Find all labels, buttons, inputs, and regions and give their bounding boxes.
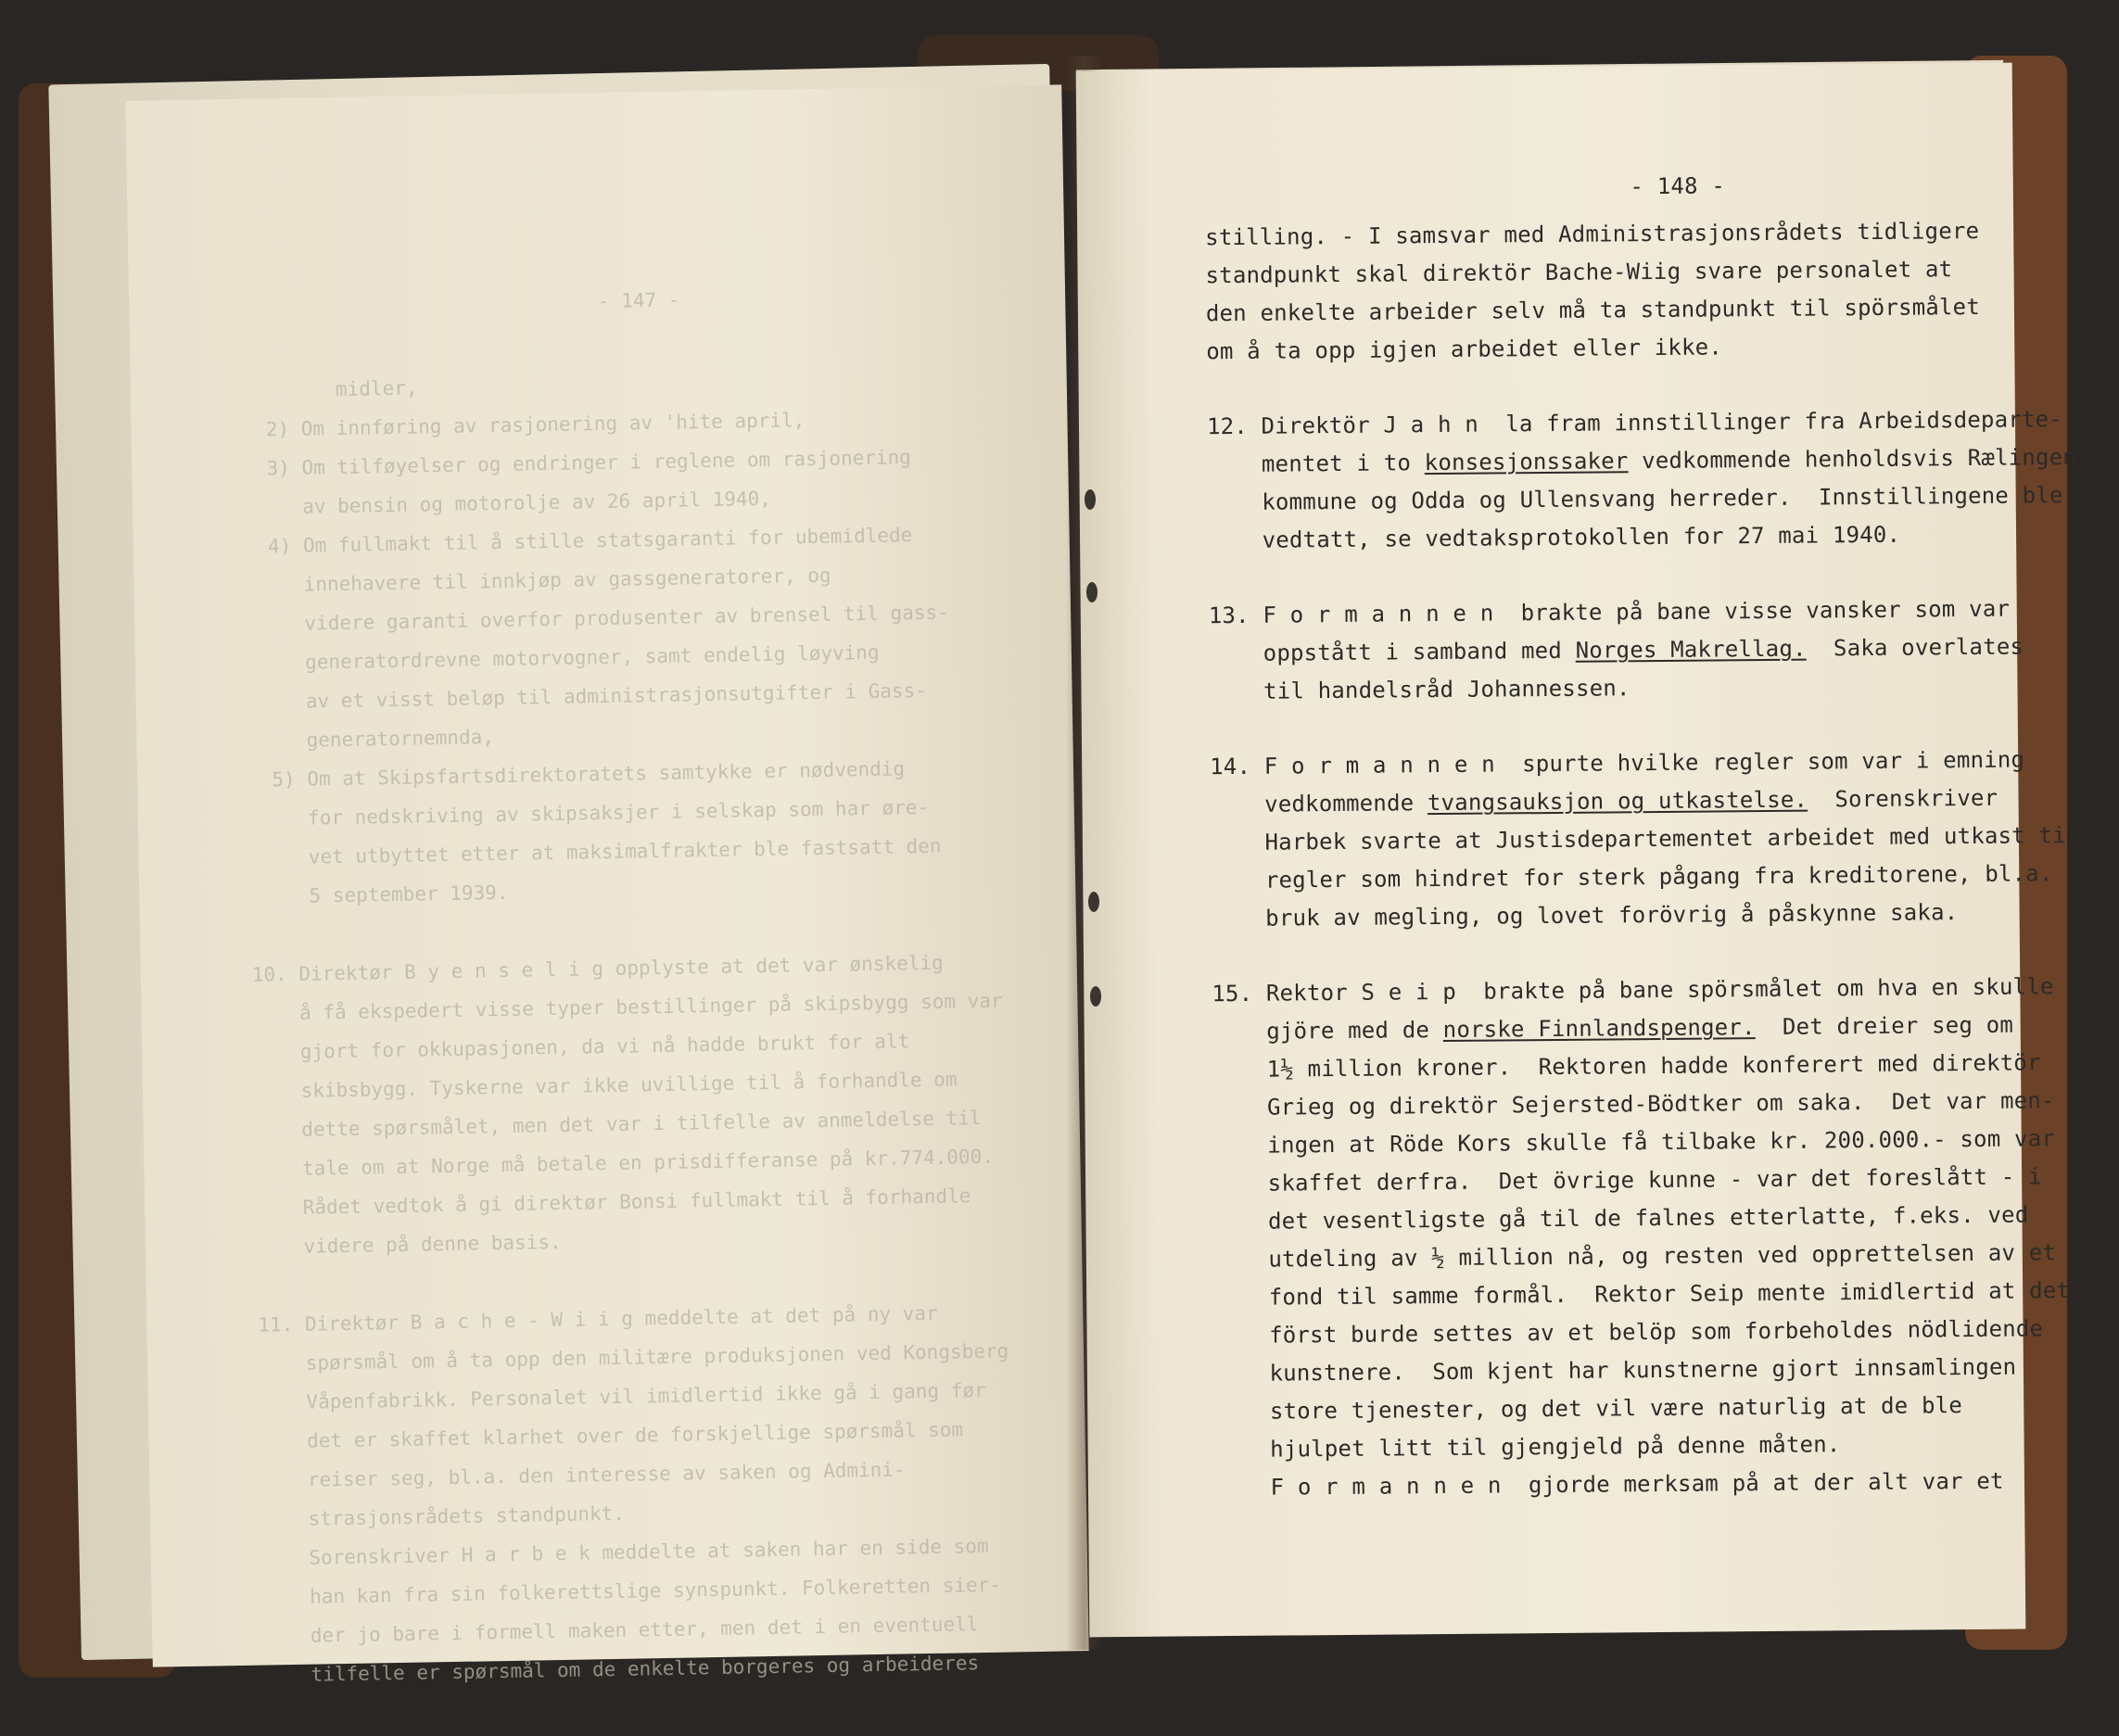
left-line: det er skaffet klarhet over de forskjellige spørsmål som [260, 1418, 963, 1452]
left-line: videre garanti overfor produsenter av brensel til gass- [246, 602, 949, 636]
left-line: gjort for okkupasjonen, da vi nå hadde brukt for alt [253, 1030, 909, 1063]
item-12-line: vedkommende henholdsvis Rælingen [1628, 444, 2076, 474]
left-page [125, 84, 1088, 1666]
right-page-number: - 148 - [1335, 165, 2021, 209]
left-line: tale om at Norge må betale en prisdifferanse på kr.774.000. [255, 1146, 994, 1181]
item-12-line: mentet i to [1207, 450, 1425, 477]
item-15-line: store tjenester, og det vil være naturlig at de ble [1215, 1392, 1962, 1425]
item-15-line: först burde settes av et belöp som forbeholdes nödlidende [1214, 1315, 2043, 1349]
item-14-line: Harbek svarte at Justisdepartementet arbeidet med utkast til [1211, 822, 2080, 855]
left-line: Sorenskriver H a r b e k meddelte at saken har en side som [262, 1535, 989, 1570]
item-15-line: F o r m a n n e n gjorde merksam på at der alt var et [1216, 1468, 2004, 1501]
item-12-line: kommune og Odda og Ullensvang herreder. Innstillingene ble [1208, 482, 2063, 515]
paragraph-line: standpunkt skal direktör Bache-Wiig svare personalet at [1205, 256, 1952, 288]
left-line: spørsmål om å ta opp den militære produksjonen ved Kongsberg [259, 1340, 1009, 1375]
item-15-line: hjulpet litt til gjengjeld på denne måten. [1216, 1431, 1841, 1463]
left-page-number: - 147 - [240, 274, 1038, 327]
left-line: videre på denne basis. [257, 1231, 562, 1259]
item-14-line: Sorenskriver [1808, 785, 1998, 813]
item-15-line: gjöre med de [1212, 1017, 1443, 1045]
left-line: 2) Om innføring av rasjonering av 'hite april, [242, 409, 805, 441]
item-15-line: 15. Rektor S e i p brakte på bane spörsmålet om hva en skulle [1212, 973, 2053, 1007]
item-15-line: skaffet derfra. Det övrige kunne - var det foreslått - i [1213, 1163, 2042, 1197]
left-line: generatordrevne motorvogner, samt endelig løyving [247, 641, 880, 675]
left-line: midler, [311, 376, 417, 400]
item-15-line: 1½ million kroner. Rektoren hadde konferert med direktör [1212, 1049, 2041, 1083]
item-14-line: bruk av megling, og lovet forövrig å påskynne saka. [1212, 899, 1959, 931]
item-14-line: regler som hindret for sterk pågang fra kreditorene, bl.a. [1211, 860, 2052, 893]
left-line: for nedskriving av skipsaksjer i selskap som har øre- [249, 796, 930, 830]
item-13-line: 13. F o r m a n n e n brakte på bane visse vansker som var [1209, 596, 2011, 629]
underlined-term-konsesjonssaker: konsesjonssaker [1425, 448, 1629, 475]
right-page [1076, 63, 2026, 1638]
item-13-line: oppstått i samband med [1209, 638, 1576, 666]
left-line: der jo bare i formell maken etter, men det i en eventuell [263, 1613, 979, 1647]
item-15-line: Grieg og direktör Sejersted-Bödtker om saka. Det var men- [1212, 1087, 2054, 1121]
item-15-line: kunstnere. Som kjent har kunstnerne gjort innsamlingen [1215, 1354, 2017, 1388]
paragraph-line: om å ta opp igjen arbeidet eller ikke. [1206, 334, 1722, 364]
paragraph-line: den enkelte arbeider selv må ta standpunkt til spörsmålet [1206, 294, 1980, 326]
underlined-term-tvangsauksjon: tvangsauksjon og utkastelse. [1427, 787, 1808, 817]
item-14-line: vedkommende [1210, 790, 1427, 817]
left-line: 3) Om tilføyelser og endringer i reglene om rasjonering [243, 446, 911, 480]
left-line: 10. Direktør B y e n s e l i g opplyste at det var ønskelig [252, 952, 944, 986]
underlined-term-finnlandspenger: norske Finnlandspenger. [1443, 1014, 1756, 1043]
left-line: innehavere til innkjøp av gassgeneratorer, og [245, 564, 831, 597]
left-line: av bensin og motorolje av 26 april 1940, [244, 488, 771, 519]
left-line: av et visst beløp til administrasjonsutgifter i Gass- [247, 679, 927, 714]
left-line: Våpenfabrikk. Personalet vil imidlertid ikke gå i gang før [260, 1379, 986, 1414]
item-15-line: fond til samme formål. Rektor Seip mente imidlertid at det [1214, 1277, 2070, 1311]
binding-hole [1086, 582, 1098, 602]
left-line: tilfelle er spørsmål om de enkelte borgeres og arbeideres [264, 1652, 980, 1686]
item-15-line: Det dreier seg om [1756, 1012, 2014, 1040]
left-line: strasjonsrådets standpunkt. [261, 1502, 625, 1531]
binding-hole [1090, 986, 1101, 1007]
right-page-text [1205, 165, 2033, 1508]
left-line: generatornemnda, [247, 726, 494, 753]
left-line: han kan fra sin folkerettslige synspunkt. Folkeretten sier- [262, 1574, 1001, 1609]
left-line: dette spørsmålet, men det var i tilfelle av anmeldelse til [255, 1107, 982, 1142]
left-line: å få ekspedert visse typer bestillinger på skipsbygg som var [252, 990, 1002, 1025]
item-12-line: 12. Direktör J a h n la fram innstillinger fra Arbeidsdeparte- [1207, 406, 2062, 439]
binding-hole [1085, 489, 1096, 510]
left-page-bleed-through-text [238, 196, 1062, 1734]
left-line: vet utbyttet etter at maksimalfrakter ble fastsatt den [249, 835, 941, 869]
left-line: reiser seg, bl.a. den interesse av saken og Admini- [260, 1458, 906, 1491]
item-15-line: ingen at Röde Kors skulle få tilbake kr. 200.000.- som var [1213, 1125, 2055, 1159]
paragraph-line: stilling. - I samsvar med Administrasjonsrådets tidligere [1205, 218, 1979, 250]
item-14-line: 14. F o r m a n n e n spurte hvilke regler som var i emning [1210, 747, 2024, 780]
item-13-line: Saka overlates [1807, 634, 2024, 662]
left-line: 11. Direktør B a c h e - W i i g meddelte at det på ny var [258, 1302, 938, 1337]
item-12-line: vedtatt, se vedtaksprotokollen for 27 mai 1940. [1208, 522, 1900, 554]
underlined-term-norges-makrellag: Norges Makrellag. [1576, 636, 1807, 664]
left-line: skibsbygg. Tyskerne var ikke uvillige til å forhandle om [254, 1068, 958, 1102]
item-15-line: det vesentligste gå til de falnes etterlatte, f.eks. ved [1213, 1202, 2028, 1235]
binding-hole [1088, 892, 1099, 912]
item-13-line: til handelsråd Johannessen. [1209, 675, 1630, 704]
left-line: 5 september 1939. [250, 881, 509, 908]
left-line: Rådet vedtok å gi direktør Bonsi fullmakt til å forhandle [256, 1185, 971, 1219]
item-15-line: utdeling av ½ million nå, og resten ved opprettelsen av et [1214, 1239, 2056, 1273]
left-line: 4) Om fullmakt til å stille statsgaranti for ubemidlede [245, 524, 913, 558]
left-line: 5) Om at Skipsfartsdirektoratets samtykke er nødvendig [248, 757, 905, 791]
